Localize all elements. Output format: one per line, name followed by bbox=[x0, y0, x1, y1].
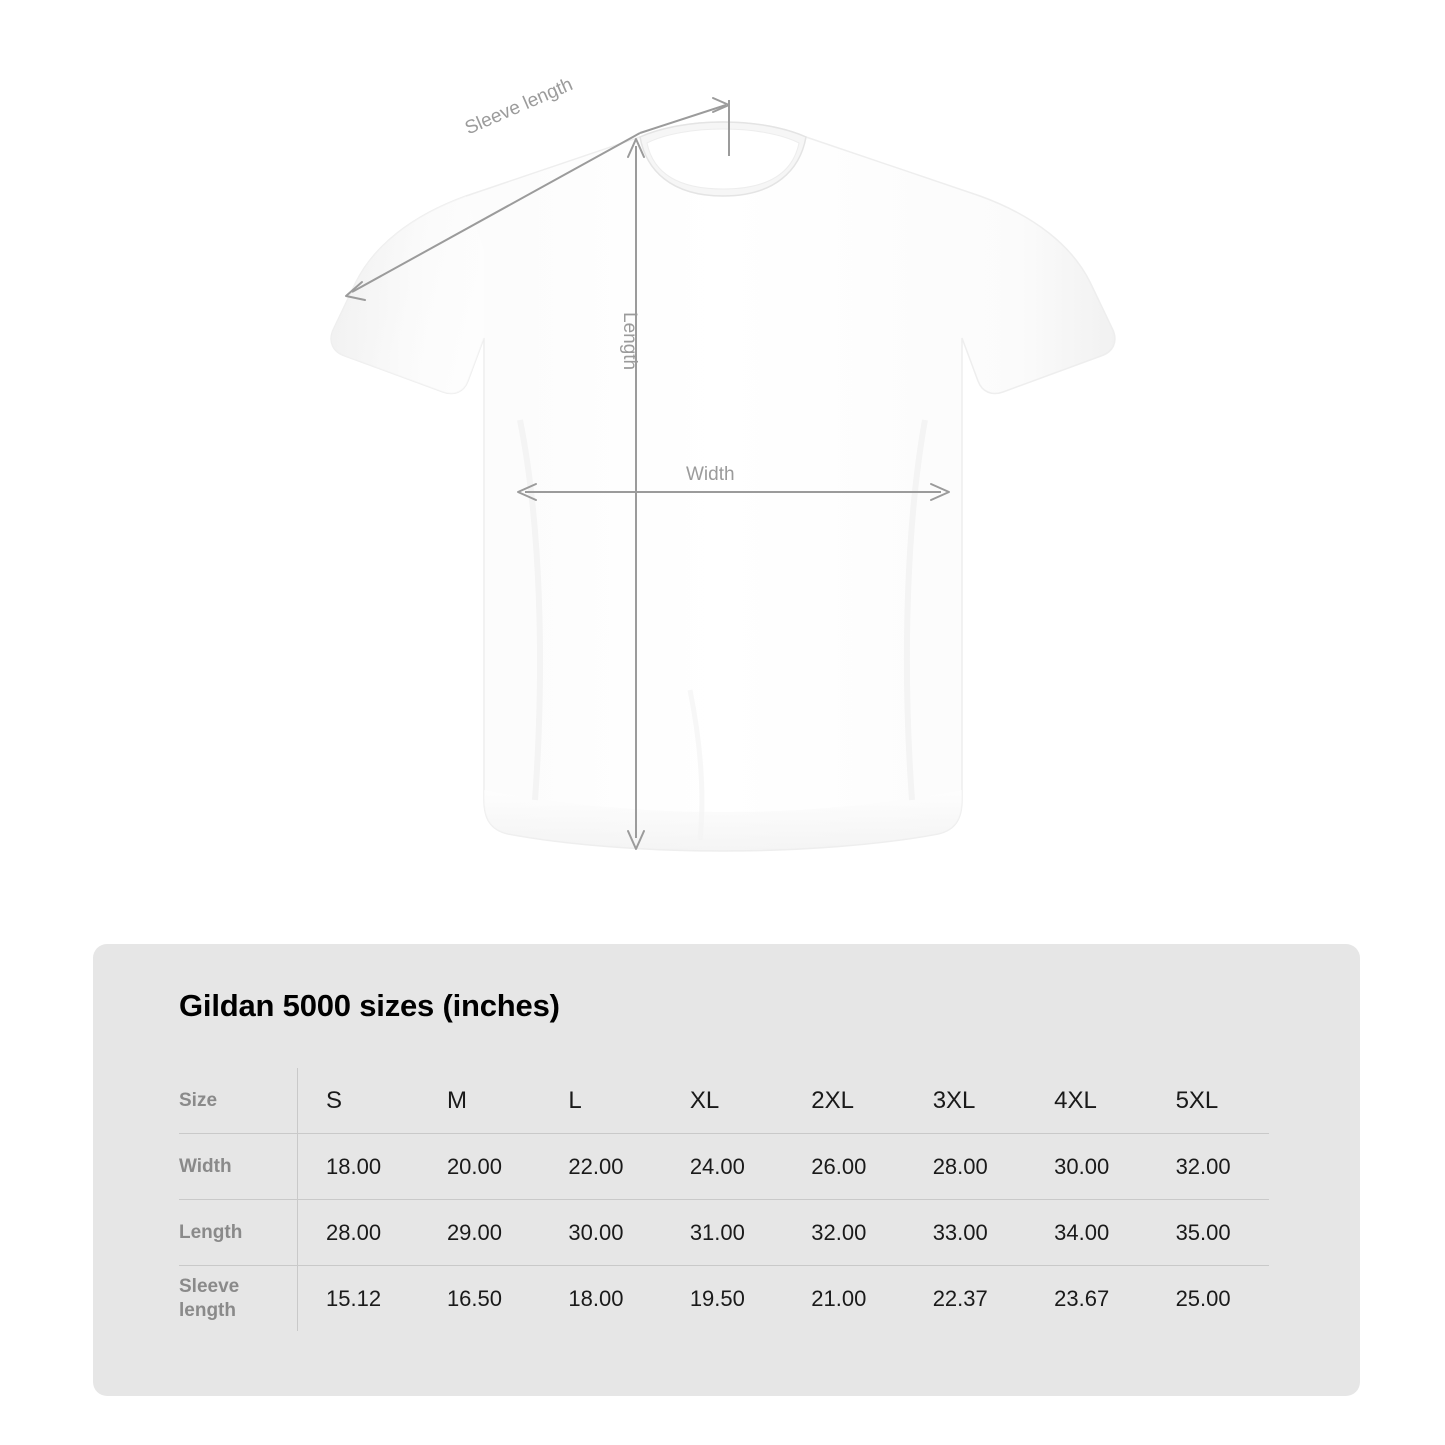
column-header-xl: XL bbox=[689, 1086, 720, 1114]
cell-sleeve-3xl: 22.37 bbox=[905, 1266, 1026, 1332]
column-header-3xl: 3XL bbox=[932, 1086, 976, 1114]
length-label: Length bbox=[619, 312, 640, 371]
column-header-s: S bbox=[326, 1086, 343, 1114]
cell-width-xl: 24.00 bbox=[662, 1134, 783, 1200]
size-chart-table bbox=[179, 1068, 1269, 1331]
cell-sleeve-2xl: 21.00 bbox=[783, 1266, 904, 1332]
cell-sleeve-5xl: 25.00 bbox=[1148, 1266, 1269, 1332]
cell-sleeve-s: 15.12 bbox=[298, 1266, 419, 1332]
cell-length-2xl: 32.00 bbox=[783, 1200, 904, 1266]
column-header-4xl: 4XL bbox=[1054, 1086, 1097, 1114]
size-row-header: Size bbox=[179, 1068, 298, 1134]
cell-length-m: 29.00 bbox=[419, 1200, 540, 1266]
cell-length-4xl: 34.00 bbox=[1026, 1200, 1147, 1266]
shirt-body-shape bbox=[331, 122, 1115, 851]
cell-width-l: 22.00 bbox=[540, 1134, 661, 1200]
column-header-m: M bbox=[446, 1086, 467, 1114]
cell-sleeve-xl: 19.50 bbox=[662, 1266, 783, 1332]
table-row bbox=[179, 1134, 1269, 1200]
row-header-width: Width bbox=[179, 1134, 298, 1200]
cell-width-3xl: 28.00 bbox=[905, 1134, 1026, 1200]
cell-sleeve-l: 18.00 bbox=[540, 1266, 661, 1332]
size-chart-card bbox=[93, 944, 1360, 1396]
cell-sleeve-4xl: 23.67 bbox=[1026, 1266, 1147, 1332]
column-header-5xl: 5XL bbox=[1175, 1086, 1219, 1114]
cell-width-m: 20.00 bbox=[419, 1134, 540, 1200]
cell-length-s: 28.00 bbox=[298, 1200, 419, 1266]
width-label: Width bbox=[686, 464, 735, 485]
cell-length-xl: 31.00 bbox=[662, 1200, 783, 1266]
cell-width-2xl: 26.00 bbox=[783, 1134, 904, 1200]
cell-width-s: 18.00 bbox=[298, 1134, 419, 1200]
table-header-row bbox=[179, 1068, 1269, 1134]
cell-sleeve-m: 16.50 bbox=[419, 1266, 540, 1332]
cell-length-l: 30.00 bbox=[540, 1200, 661, 1266]
size-chart-title: Gildan 5000 sizes (inches) bbox=[179, 988, 560, 1023]
table-row bbox=[179, 1200, 1269, 1266]
cell-length-5xl: 35.00 bbox=[1148, 1200, 1269, 1266]
column-header-2xl: 2XL bbox=[811, 1086, 854, 1114]
cell-length-3xl: 33.00 bbox=[905, 1200, 1026, 1266]
column-header-l: L bbox=[568, 1086, 582, 1114]
table-row bbox=[179, 1266, 1269, 1332]
cell-width-5xl: 32.00 bbox=[1148, 1134, 1269, 1200]
row-header-length: Length bbox=[179, 1200, 298, 1266]
cell-width-4xl: 30.00 bbox=[1026, 1134, 1147, 1200]
row-header-sleeve-length: Sleeve length bbox=[179, 1266, 298, 1332]
sleeve-length-label: Sleeve length bbox=[462, 74, 576, 140]
